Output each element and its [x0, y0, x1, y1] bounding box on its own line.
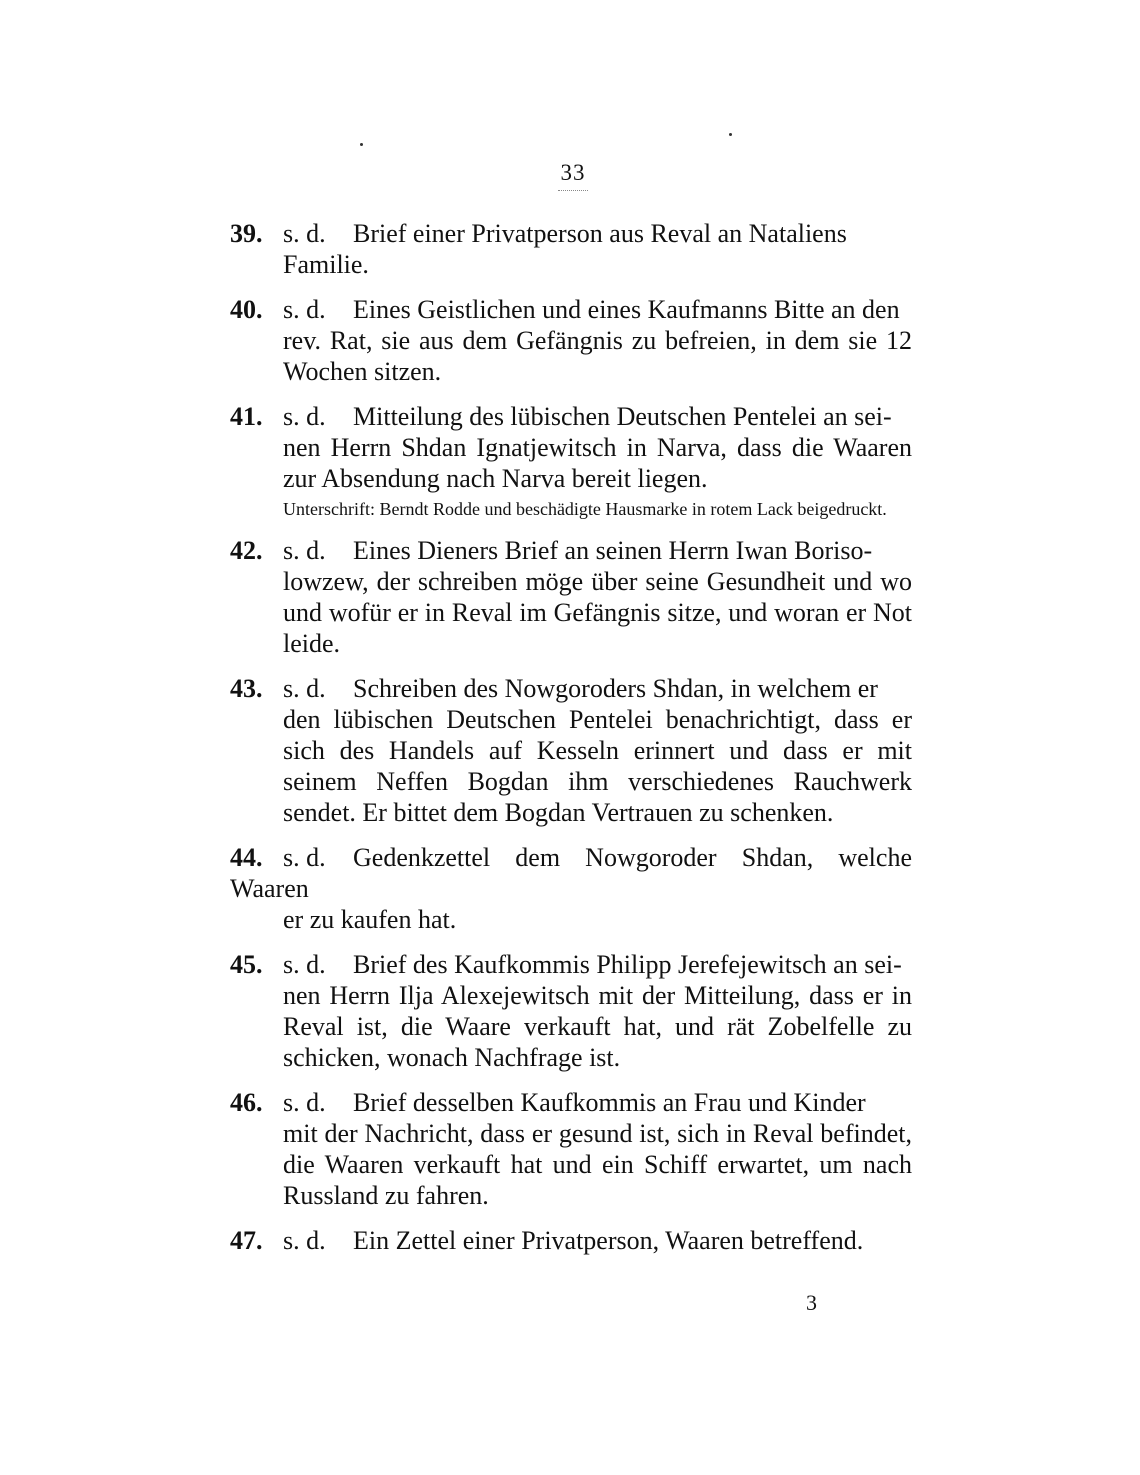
- entry-date: s. d.: [283, 1088, 326, 1117]
- entry-date: s. d.: [283, 1226, 326, 1255]
- scan-speck: [360, 143, 363, 146]
- entry-text-rest: Familie.: [283, 250, 369, 279]
- entry-number: 42.: [230, 536, 263, 565]
- entry-text-rest: nen Herrn Ilja Alexejewitsch mit der Mitteilung, dass er in Reval ist, die Waare verkauft hat, und rät Zobelfelle zu schicken, wonach Nachfrage ist.: [283, 981, 912, 1072]
- entry-text-first: Ein Zettel einer Privatperson, Waaren betreffend.: [353, 1226, 864, 1255]
- entry-text-rest: den lübischen Deutschen Pentelei benachrichtigt, dass er sich des Handels auf Kesseln erinnert und dass er mit seinem Neffen Bogdan ihm verschiedenes Rauchwerk sendet. Er bittet dem Bogdan Vertrauen zu schenken.: [283, 705, 912, 827]
- entry-number: 44.: [230, 843, 263, 872]
- entry-43: [230, 673, 912, 828]
- entry-text-first: Brief einer Privatperson aus Reval an Nataliens: [353, 219, 847, 248]
- entry-text-rest: nen Herrn Shdan Ignatjewitsch in Narva, dass die Waaren zur Absendung nach Narva bereit liegen.: [283, 433, 912, 493]
- entry-date: s. d.: [283, 219, 326, 248]
- entry-number: 47.: [230, 1226, 263, 1255]
- entry-text-first: Schreiben des Nowgoroders Shdan, in welchem er: [353, 674, 878, 703]
- entry-40: [230, 294, 912, 387]
- entry-date: s. d.: [283, 295, 326, 324]
- page-number-underline: [558, 190, 588, 192]
- entry-text-first: Eines Geistlichen und eines Kaufmanns Bitte an den: [353, 295, 900, 324]
- entry-date: s. d.: [283, 402, 326, 431]
- entry-text-rest: lowzew, der schreiben möge über seine Gesundheit und wo und wofür er in Reval im Gefängnis sitze, und woran er Not leide.: [283, 567, 912, 658]
- entry-44: [230, 842, 912, 935]
- entry-date: s. d.: [283, 674, 326, 703]
- entry-number: 39.: [230, 219, 263, 248]
- entry-text-rest: er zu kaufen hat.: [283, 905, 457, 934]
- entry-46: [230, 1087, 912, 1211]
- entry-note: Unterschrift: Berndt Rodde und beschädigte Hausmarke in rotem Lack beigedruckt.: [283, 499, 887, 519]
- page-number: 33: [560, 160, 586, 185]
- entry-39: [230, 218, 912, 280]
- entry-text-rest: mit der Nachricht, dass er gesund ist, sich in Reval befindet, die Waaren verkauft hat und ein Schiff erwartet, um nach Russland zu fahren.: [283, 1119, 912, 1210]
- entry-number: 46.: [230, 1088, 263, 1117]
- entry-list: [230, 218, 912, 1270]
- entry-text-rest: rev. Rat, sie aus dem Gefängnis zu befreien, in dem sie 12 Wochen sitzen.: [283, 326, 912, 386]
- entry-text-first: Mitteilung des lübischen Deutschen Pentelei an sei-: [353, 402, 892, 431]
- entry-number: 40.: [230, 295, 263, 324]
- entry-number: 41.: [230, 402, 263, 431]
- entry-text-first: Eines Dieners Brief an seinen Herrn Iwan Boriso-: [353, 536, 873, 565]
- entry-42: [230, 535, 912, 659]
- entry-text-first: Gedenkzettel dem Nowgoroder Shdan, welche Waaren: [230, 843, 912, 903]
- entry-text-first: Brief des Kaufkommis Philipp Jerefejewitsch an sei-: [353, 950, 902, 979]
- entry-date: s. d.: [283, 843, 326, 872]
- entry-number: 43.: [230, 674, 263, 703]
- entry-41: [230, 401, 912, 521]
- entry-number: 45.: [230, 950, 263, 979]
- entry-45: [230, 949, 912, 1073]
- entry-date: s. d.: [283, 950, 326, 979]
- entry-date: s. d.: [283, 536, 326, 565]
- entry-47: [230, 1225, 912, 1256]
- scan-speck: [729, 133, 732, 136]
- entry-text-first: Brief desselben Kaufkommis an Frau und Kinder: [353, 1088, 866, 1117]
- signature-mark: 3: [806, 1290, 817, 1315]
